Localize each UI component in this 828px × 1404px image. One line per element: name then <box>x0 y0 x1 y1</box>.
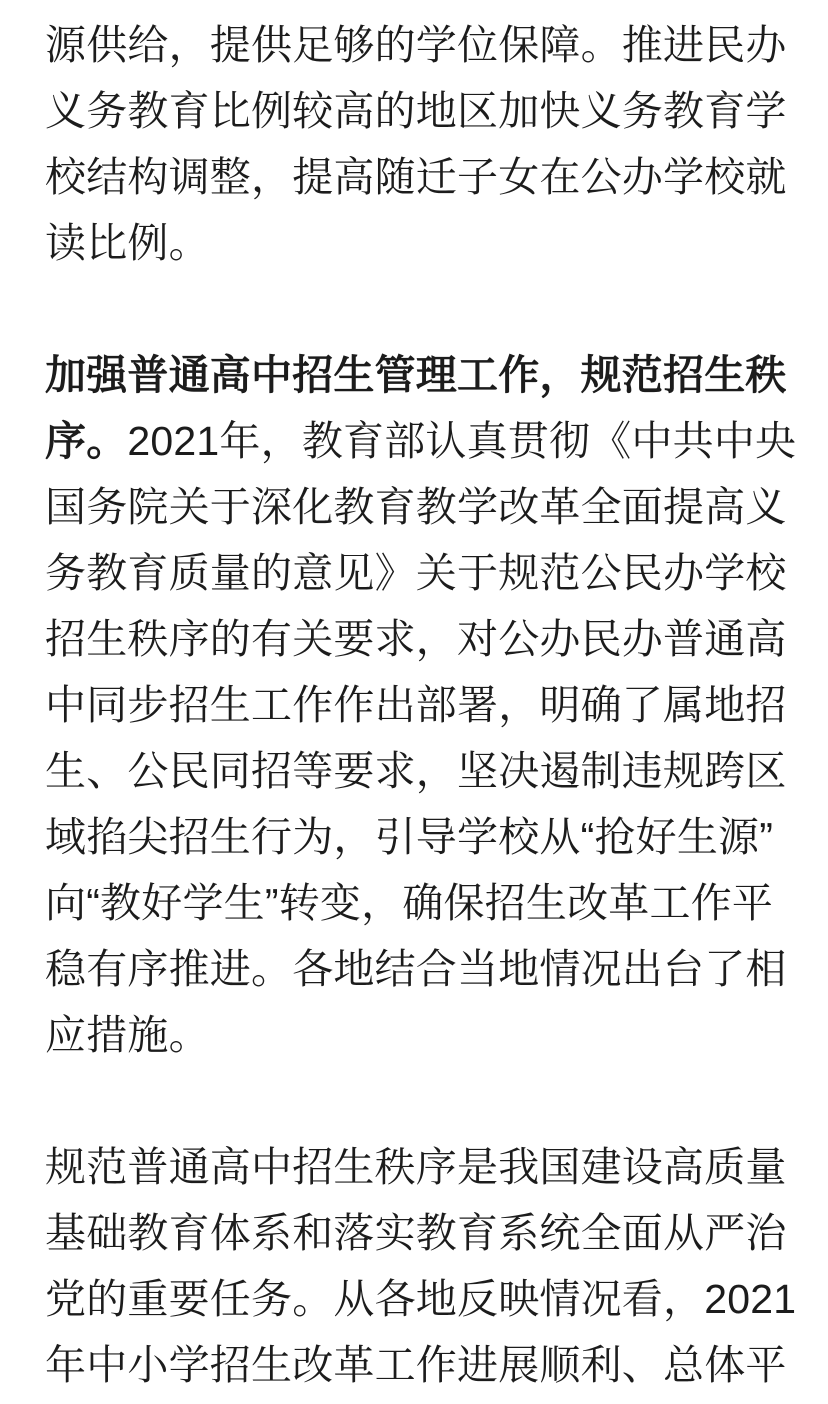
text-line: 规范普通高中招生秩序是我国建设高质量 <box>45 1144 787 1190</box>
regular-text-run: 2021年，教育部认真贯彻《中共中央 <box>127 418 797 464</box>
bold-lead-continuation: 序。 <box>45 418 128 464</box>
text-line: 年中小学招生改革工作进展顺利、总体平 <box>45 1342 787 1388</box>
text-line-bold-lead: 加强普通高中招生管理工作，规范招生秩 <box>45 352 787 398</box>
text-line: 域掐尖招生行为，引导学校从“抢好生源” <box>45 814 774 860</box>
text-line: 义务教育比例较高的地区加快义务教育学 <box>45 88 787 134</box>
text-line: 校结构调整，提高随迁子女在公办学校就 <box>45 154 787 200</box>
text-line-mixed <box>45 408 797 474</box>
text-line: 务教育质量的意见》关于规范公民办学校 <box>45 550 787 596</box>
paragraph <box>45 342 797 1068</box>
text-line: 稳有序推进。各地结合当地情况出台了相 <box>45 946 787 992</box>
text-line: 国务院关于深化教育教学改革全面提高义 <box>45 484 787 530</box>
text-line: 招生秩序的有关要求，对公办民办普通高 <box>45 616 787 662</box>
text-line: 基础教育体系和落实教育系统全面从严治 <box>45 1210 787 1256</box>
paragraph <box>45 1134 797 1398</box>
text-line: 中同步招生工作作出部署，明确了属地招 <box>45 682 787 728</box>
text-line: 源供给，提供足够的学位保障。推进民办 <box>45 22 787 68</box>
text-line: 应措施。 <box>45 1012 210 1058</box>
text-line: 向“教好学生”转变，确保招生改革工作平 <box>45 880 774 926</box>
text-line: 生、公民同招等要求，坚决遏制违规跨区 <box>45 748 787 794</box>
text-line: 党的重要任务。从各地反映情况看，2021 <box>45 1276 797 1322</box>
text-line: 读比例。 <box>45 220 210 266</box>
paragraph <box>45 12 787 276</box>
